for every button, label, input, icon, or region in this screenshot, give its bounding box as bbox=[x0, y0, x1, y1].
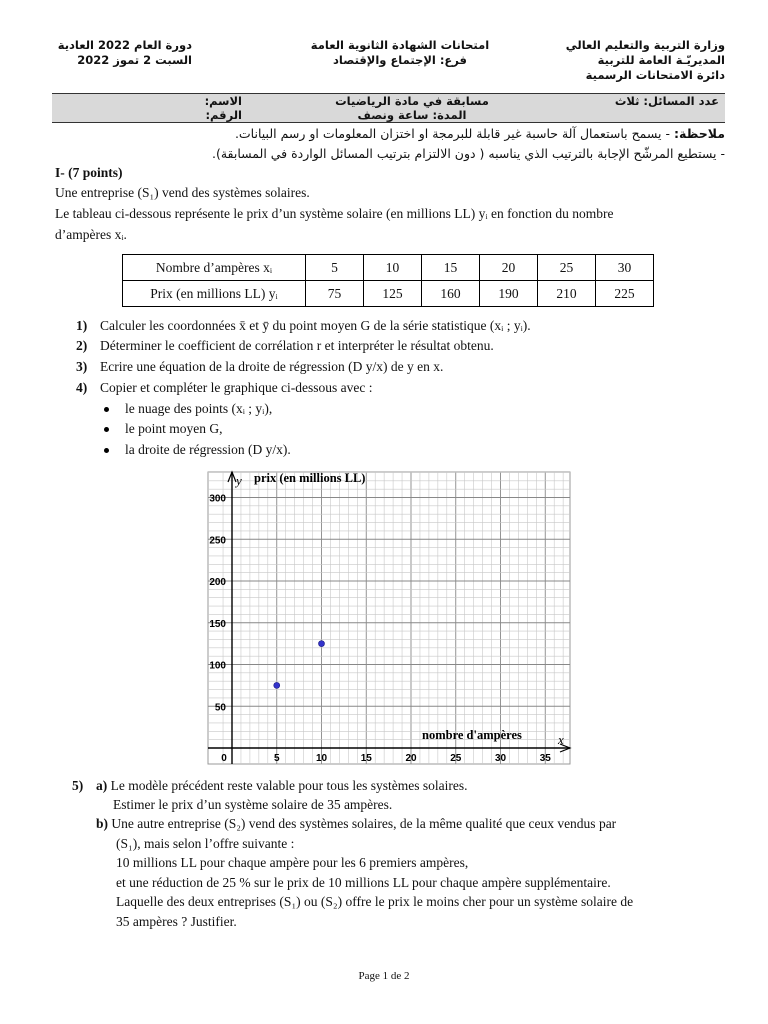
name-field-label: الاسم: bbox=[204, 94, 242, 108]
question-2 bbox=[76, 336, 494, 356]
bullet-text: la droite de régression (D y/x). bbox=[125, 442, 291, 457]
question-5b-line-6: 35 ampères ? Justifier. bbox=[116, 914, 237, 929]
table-cell: 30 bbox=[596, 255, 654, 281]
session-date: السبت 2 تموز 2022 bbox=[77, 53, 192, 67]
question-number: 5) bbox=[72, 778, 84, 793]
number-field-label: الرقم: bbox=[205, 108, 242, 122]
y-tick-label: 300 bbox=[209, 493, 226, 505]
table-cell: 190 bbox=[480, 281, 538, 307]
x-tick-label: 30 bbox=[494, 753, 507, 764]
table-cell: 25 bbox=[538, 255, 596, 281]
bullet-item bbox=[104, 419, 223, 439]
bullet-text: le point moyen G, bbox=[125, 421, 223, 436]
y-tick-label: 250 bbox=[209, 535, 226, 547]
x-axis-letter: x bbox=[558, 732, 564, 747]
note-text-1: - يسمح باستعمال آلة حاسبة غير قابلة للبرمجة او اختزان المعلومات او رسم البيانات. bbox=[234, 126, 671, 141]
note-line-2: - يستطيع المرشّح الإجابة بالترتيب الذي يناسبه ( دون الالتزام بترتيب المسائل الواردة في المسابقة). bbox=[211, 146, 725, 161]
x-tick-label: 20 bbox=[405, 753, 417, 764]
question-5b-line-2: (S₁), mais selon l’offre suivante : bbox=[116, 836, 295, 851]
table-header-y: Prix (en millions LL) yᵢ bbox=[123, 281, 306, 307]
question-1 bbox=[76, 316, 531, 336]
x-tick-label: 5 bbox=[273, 753, 280, 764]
exams-department: دائرة الامتحانات الرسمية bbox=[585, 68, 725, 82]
bullet-item bbox=[104, 399, 272, 419]
session-info bbox=[52, 38, 192, 68]
question-5a bbox=[72, 776, 468, 796]
bullet-icon bbox=[104, 448, 109, 453]
sub-label: b) bbox=[96, 816, 109, 831]
exam-info bbox=[300, 38, 500, 68]
question-text: Copier et compléter le graphique ci-dessous avec : bbox=[100, 380, 373, 395]
bullet-text: le nuage des points (xᵢ ; yᵢ), bbox=[125, 401, 273, 416]
bullet-icon bbox=[104, 407, 109, 412]
question-number: 3) bbox=[76, 359, 88, 374]
y-tick-label: 200 bbox=[209, 577, 226, 588]
x-tick-label: 15 bbox=[360, 753, 372, 764]
question-text: Ecrire une équation de la droite de régression (D y/x) de y en x. bbox=[100, 359, 444, 374]
y-axis-title: prix (en millions LL) bbox=[254, 471, 366, 485]
table-cell: 210 bbox=[538, 281, 596, 307]
x-tick-label: 35 bbox=[539, 753, 551, 764]
note-line-1 bbox=[150, 126, 725, 141]
chart-frame bbox=[208, 472, 570, 764]
question-number: 1) bbox=[76, 318, 88, 333]
ministry-info bbox=[560, 38, 725, 83]
table-row-x bbox=[123, 255, 654, 281]
bullet-icon bbox=[104, 427, 109, 432]
page-number: Page 1 de 2 bbox=[358, 970, 410, 982]
table-cell: 10 bbox=[364, 255, 422, 281]
session-year: دورة العام 2022 العادية bbox=[57, 38, 192, 52]
scatter-chart bbox=[200, 468, 576, 768]
y-axis-letter: y bbox=[236, 473, 242, 488]
question-3 bbox=[76, 357, 443, 377]
table-cell: 20 bbox=[480, 255, 538, 281]
question-number: 2) bbox=[76, 338, 88, 353]
y-tick-label: 100 bbox=[209, 660, 226, 672]
directorate-name: المديريّـة العامة للتربية bbox=[597, 53, 725, 67]
data-table bbox=[122, 254, 654, 307]
table-row-y bbox=[123, 281, 654, 307]
question-text: Le modèle précédent reste valable pour tous les systèmes solaires. bbox=[110, 778, 468, 793]
question-number: 4) bbox=[76, 380, 88, 395]
exam-subject: مسابقة في مادة الرياضيات bbox=[335, 94, 489, 108]
question-5b-line-4: et une réduction de 25 % sur le prix de 10 millions LL pour chaque ampère supplémentaire. bbox=[116, 875, 611, 890]
exam-info-bar bbox=[52, 93, 725, 123]
questions-count: عدد المسائل: ثلاث bbox=[614, 94, 719, 108]
question-text: Une autre entreprise (S₂) vend des systèmes solaires, de la même qualité que ceux vendus par bbox=[111, 816, 617, 831]
question-5b bbox=[96, 814, 616, 834]
table-cell: 160 bbox=[422, 281, 480, 307]
exam-branch: فرع: الإجتماع والإقتصاد bbox=[333, 53, 467, 67]
x-tick-label: 10 bbox=[315, 753, 328, 764]
ministry-name: وزارة التربية والتعليم العالي bbox=[565, 38, 725, 52]
exercise-intro-2: Le tableau ci-dessous représente le prix d’un système solaire (en millions LL) yᵢ en fonction du nombre bbox=[55, 206, 614, 221]
question-5b-line-3: 10 millions LL pour chaque ampère pour les 6 premiers ampères, bbox=[116, 855, 469, 870]
x-axis-title: nombre d'ampères bbox=[422, 728, 522, 742]
bullet-item bbox=[104, 440, 291, 460]
table-cell: 5 bbox=[306, 255, 364, 281]
y-tick-label: 150 bbox=[209, 618, 226, 630]
table-cell: 15 bbox=[422, 255, 480, 281]
data-point bbox=[274, 682, 280, 688]
exam-name: امتحانات الشهادة الثانوية العامة bbox=[310, 38, 490, 52]
table-cell: 125 bbox=[364, 281, 422, 307]
x-tick-label: 0 bbox=[221, 753, 227, 764]
x-tick-label: 25 bbox=[450, 753, 462, 764]
exercise-title: I- (7 points) bbox=[55, 165, 123, 180]
sub-label: a) bbox=[96, 778, 108, 793]
question-4 bbox=[76, 378, 373, 398]
table-cell: 75 bbox=[306, 281, 364, 307]
question-5a-line-2: Estimer le prix d’un système solaire de 35 ampères. bbox=[113, 797, 393, 812]
exam-duration: المدة: ساعة ونصف bbox=[357, 108, 467, 122]
question-text: Déterminer le coefficient de corrélation r et interpréter le résultat obtenu. bbox=[100, 338, 494, 353]
question-5b-line-5: Laquelle des deux entreprises (S₁) ou (S₂) offre le prix le moins cher pour un système solaire de bbox=[116, 894, 634, 909]
exercise-intro-3: d’ampères xᵢ. bbox=[55, 227, 127, 242]
question-text: Calculer les coordonnées x̄ et ȳ du point moyen G de la série statistique (xᵢ ; yᵢ). bbox=[100, 318, 531, 333]
note-label: ملاحظة: bbox=[674, 126, 725, 141]
table-header-x: Nombre d’ampères xᵢ bbox=[123, 255, 306, 281]
data-point bbox=[319, 641, 325, 647]
y-tick-label: 50 bbox=[214, 702, 226, 714]
table-cell: 225 bbox=[596, 281, 654, 307]
exercise-intro-1: Une entreprise (S₁) vend des systèmes solaires. bbox=[55, 185, 310, 200]
